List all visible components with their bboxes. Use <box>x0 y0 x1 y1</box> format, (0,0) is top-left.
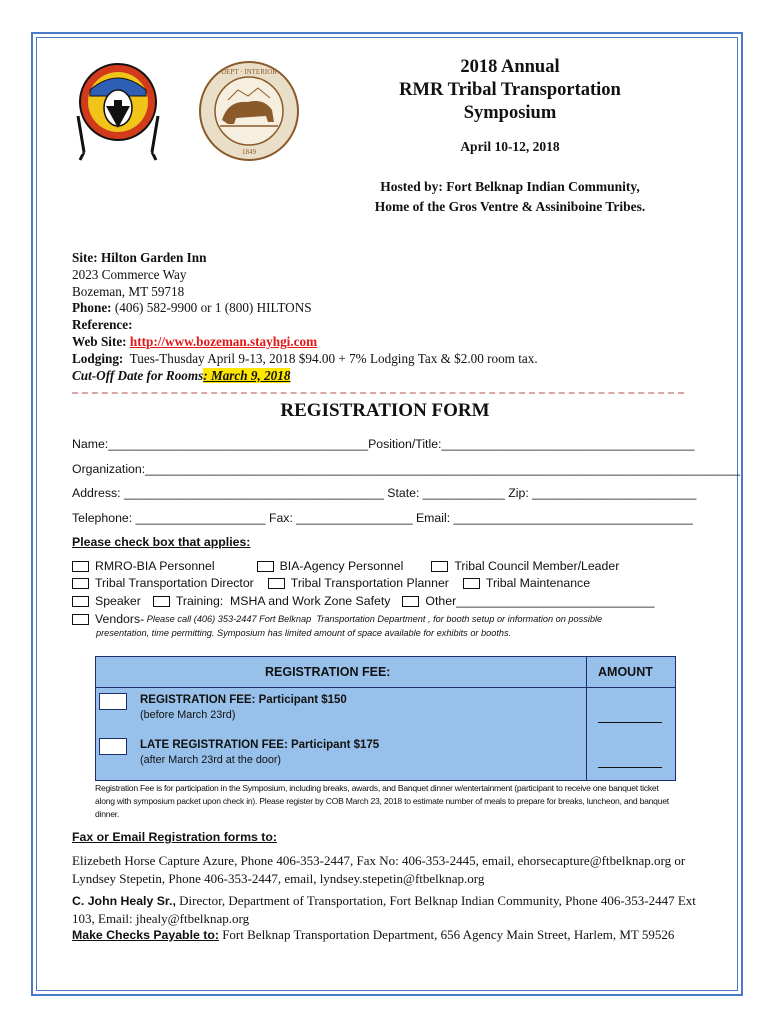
tribal-seal-logo <box>70 56 166 166</box>
fee-regular-title: REGISTRATION FEE: Participant $150 <box>140 694 347 706</box>
checkbox-planner[interactable] <box>268 578 285 589</box>
fee-column-header: REGISTRATION FEE: <box>265 665 391 679</box>
phone-label: Phone: <box>72 300 112 316</box>
lodging-label: Lodging: <box>72 350 124 366</box>
title-line2: RMR Tribal Transportation <box>399 80 621 100</box>
website-link[interactable]: http://www.bozeman.stayhgi.com <box>129 333 318 349</box>
checkbox-council[interactable] <box>431 561 448 572</box>
checkbox-row-4 <box>72 612 602 626</box>
checks-paragraph <box>72 926 702 944</box>
checkbox-vendors[interactable] <box>72 614 89 625</box>
amount-field-regular[interactable] <box>598 722 662 723</box>
site-value: Hilton Garden Inn <box>100 250 207 265</box>
registration-form-title: REGISTRATION FORM <box>280 400 490 421</box>
fee-late-title: LATE REGISTRATION FEE: Participant $175 <box>140 739 380 751</box>
checks-label: Make Checks Payable to: <box>72 928 219 942</box>
checkbox-row-1 <box>72 559 619 573</box>
name-position-field[interactable]: Name:______________________________________Position/Title:_____________________________________ <box>72 437 695 451</box>
svg-text:DEPT · INTERIOR: DEPT · INTERIOR <box>221 68 277 76</box>
header-block <box>340 56 680 217</box>
label-rmro: RMRO-BIA Personnel <box>95 559 215 573</box>
dashed-divider <box>72 392 684 394</box>
site-label: Site: <box>72 250 98 265</box>
lodging-value: Tues-Thusday April 9-13, 2018 $94.00 + 7% Lodging Tax & $2.00 room tax. <box>123 350 538 366</box>
label-training: Training: MSHA and Work Zone Safety <box>175 594 391 608</box>
checkbox-maintenance[interactable] <box>463 578 480 589</box>
contact-paragraph: Elizebeth Horse Capture Azure, Phone 406-353-2447, Fax No: 406-353-2445, email, ehorsecapture@ftbelknap.org or Lyndsey Stepetin, Phone 406-353-2447, email, lyndsey.stepetin@ftbelknap.org <box>72 853 686 886</box>
phone-value: (406) 582-9900 or 1 (800) HILTONS <box>111 300 312 316</box>
fee-late-subtitle: (after March 23rd at the door) <box>140 754 282 766</box>
hosted-line1: Hosted by: Fort Belknap Indian Community, <box>380 179 640 194</box>
checks-text: Fort Belknap Transportation Department, 656 Agency Main Street, Harlem, MT 59526 <box>218 927 675 942</box>
label-council: Tribal Council Member/Leader <box>454 559 620 573</box>
fee-checkbox-regular[interactable] <box>99 693 127 710</box>
label-vendors: Vendors- <box>95 612 145 626</box>
director-name: C. John Healy Sr., <box>72 894 176 908</box>
amount-column-header: AMOUNT <box>598 665 653 679</box>
fee-note: Registration Fee is for participation in the Symposium, including breaks, awards, and Banquet dinner w/entertainment (participant to receive one banquet ticket along with symposium packet upon check in). Please register by COB March 23, 2018 to estimate number of meals to prepare for breaks, luncheon, and banquet dinner. <box>95 783 669 819</box>
checkbox-row-3 <box>72 594 655 608</box>
address-line1: 2023 Commerce Way <box>72 266 187 282</box>
interior-department-seal <box>198 60 300 162</box>
director-text: Director, Department of Transportation, Fort Belknap Indian Community, Phone 406-353-2447 Ext 103, Email: jhealy@ftbelknap.org <box>72 893 696 926</box>
vendors-note-line2: presentation, time permitting. Symposium has limited amount of space available for exhibits or booths. <box>96 628 512 638</box>
cutoff-date: : March 9, 2018 <box>203 367 291 383</box>
director-paragraph <box>72 892 702 928</box>
fee-checkbox-late[interactable] <box>99 738 127 755</box>
fee-table-divider <box>586 656 587 781</box>
label-director: Tribal Transportation Director <box>95 576 254 590</box>
cutoff-label: Cut-Off Date for Rooms <box>72 367 204 383</box>
checkbox-director[interactable] <box>72 578 89 589</box>
website-label: Web Site: <box>72 333 127 349</box>
label-maintenance: Tribal Maintenance <box>485 576 591 590</box>
fee-regular-subtitle: (before March 23rd) <box>140 709 236 721</box>
checkbox-training[interactable] <box>153 596 170 607</box>
checkbox-section-title: Please check box that applies: <box>72 535 251 549</box>
amount-field-late[interactable] <box>598 767 662 768</box>
label-agency: BIA-Agency Personnel <box>279 559 404 573</box>
label-speaker: Speaker <box>95 594 141 608</box>
title-line1: 2018 Annual <box>460 57 560 77</box>
checkbox-other[interactable] <box>402 596 419 607</box>
site-info <box>72 250 538 384</box>
checkbox-row-2 <box>72 576 590 590</box>
title-line3: Symposium <box>463 103 557 123</box>
reference-label: Reference: <box>72 317 133 333</box>
label-planner: Tribal Transportation Planner <box>290 576 449 590</box>
checkbox-speaker[interactable] <box>72 596 89 607</box>
checkbox-rmro[interactable] <box>72 561 89 572</box>
svg-text:1849: 1849 <box>242 148 256 156</box>
checkbox-agency[interactable] <box>257 561 274 572</box>
address-state-zip-field[interactable]: Address: ______________________________________ State: ____________ Zip: ________________________ <box>72 486 697 500</box>
event-dates: April 10-12, 2018 <box>460 139 560 154</box>
fax-email-title: Fax or Email Registration forms to: <box>72 830 277 844</box>
organization-field[interactable]: Organization:_______________________________________________________________________________________ <box>72 462 741 476</box>
address-line2: Bozeman, MT 59718 <box>72 283 185 299</box>
phone-fax-email-field[interactable]: Telephone: ___________________ Fax: _________________ Email: ___________________________________ <box>72 511 693 525</box>
hosted-line2: Home of the Gros Ventre & Assiniboine Tribes. <box>374 199 646 214</box>
label-other: Other_____________________________ <box>425 594 655 608</box>
vendors-note-line1: Please call (406) 353-2447 Fort Belknap Transportation Department , for booth setup or information on possible <box>144 614 603 624</box>
